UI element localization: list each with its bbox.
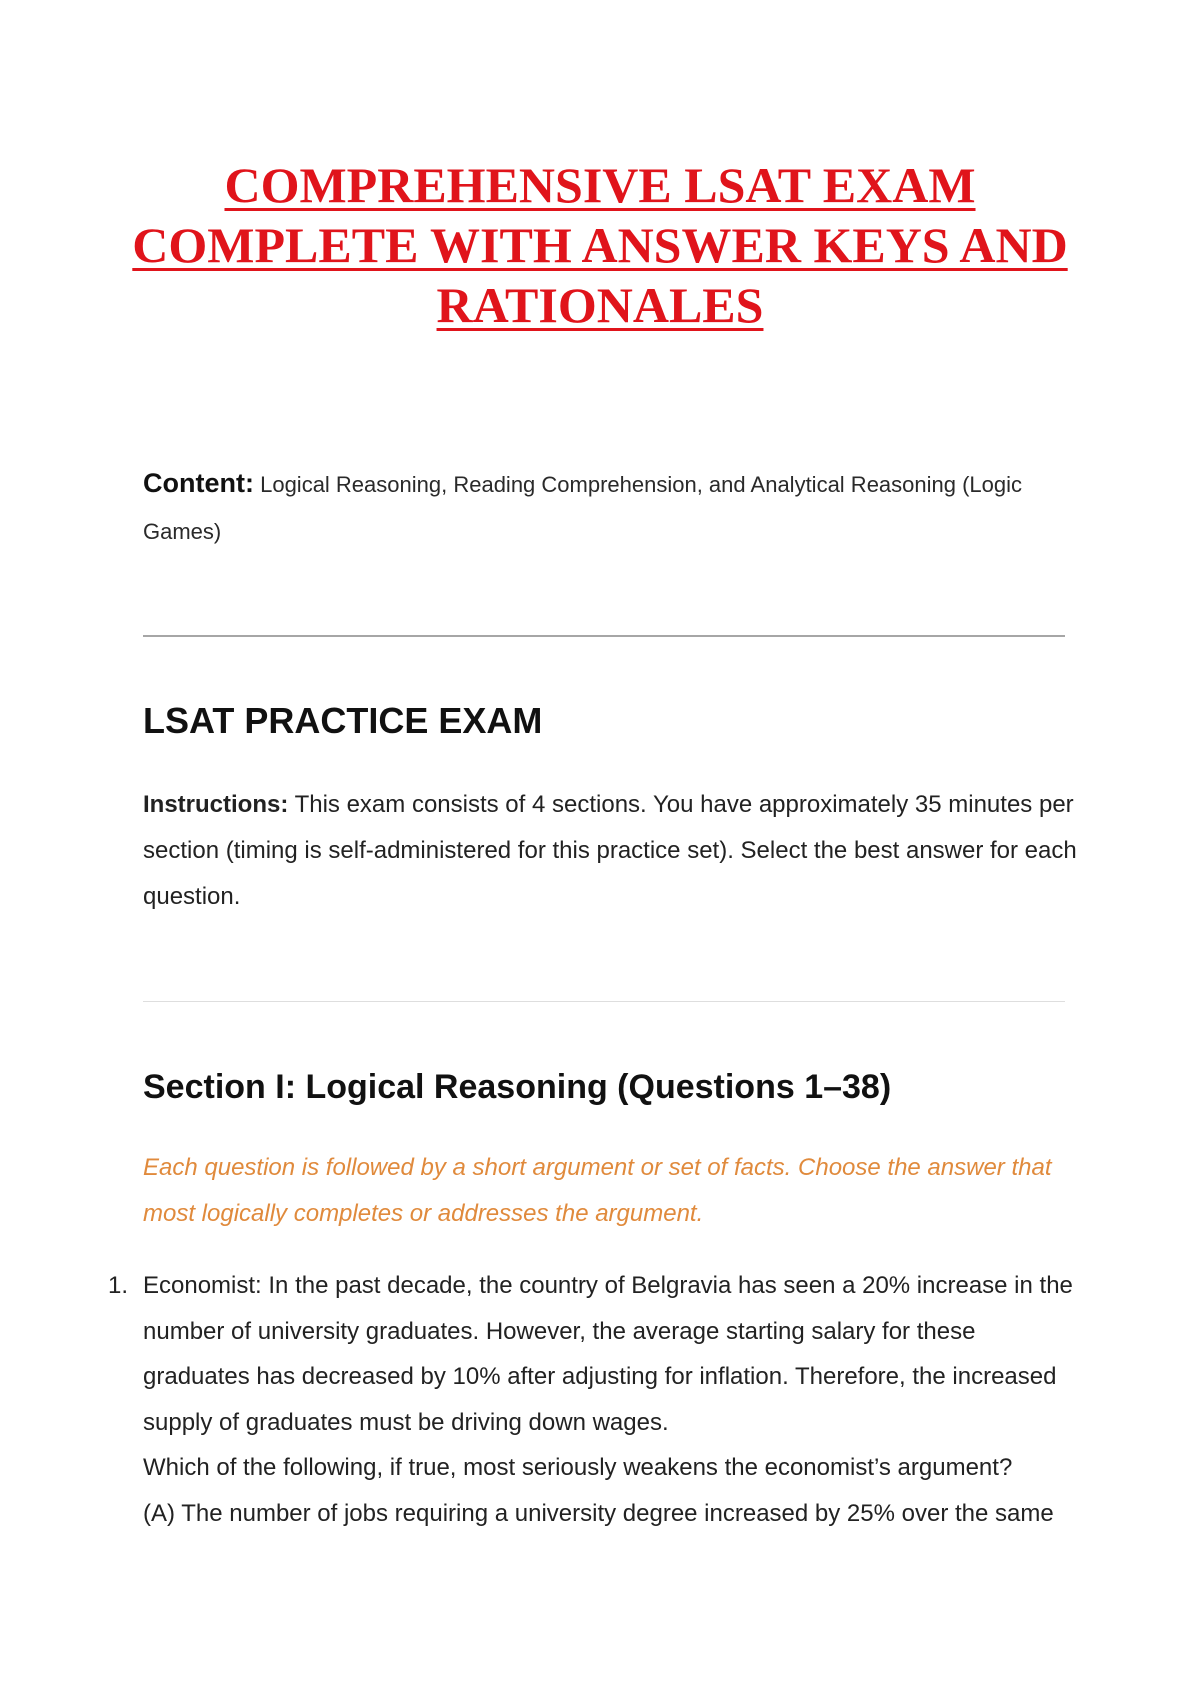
content-label: Content:: [143, 468, 254, 498]
instructions-label: Instructions:: [143, 791, 289, 818]
divider-thin: [143, 1001, 1065, 1002]
instructions-paragraph: [143, 782, 1078, 920]
question-number: 1.: [108, 1272, 129, 1299]
answer-option-a: (A) The number of jobs requiring a university degree increased by 25% over the same: [143, 1499, 1054, 1527]
section-heading: Section I: Logical Reasoning (Questions 1–38): [143, 1068, 892, 1106]
title-line-2: COMPLETE WITH ANSWER KEYS AND: [132, 217, 1068, 273]
title-line-1: COMPREHENSIVE LSAT EXAM: [224, 157, 976, 213]
title-line-3: RATIONALES: [436, 277, 764, 333]
instructions-text: This exam consists of 4 sections. You have approximately 35 minutes per section (timing is self-administered for this practice set). Select the best answer for each question.: [143, 791, 1077, 910]
content-text: Logical Reasoning, Reading Comprehension, and Analytical Reasoning (Logic Games): [143, 472, 1023, 544]
content-summary: [143, 460, 1073, 555]
question-item: [108, 1263, 1083, 1536]
question-body: [143, 1263, 1083, 1536]
divider-thick: [143, 635, 1065, 637]
question-stem: Economist: In the past decade, the country of Belgravia has seen a 20% increase in the number of university graduates. However, the average starting salary for these graduates has decreased by 10% after adjusting for inflation. Therefore, the increased supply of graduates must be driving down wages.: [143, 1272, 1073, 1436]
exam-heading: LSAT PRACTICE EXAM: [143, 700, 543, 741]
document-title: [100, 155, 1100, 335]
section-note: Each question is followed by a short argument or set of facts. Choose the answer that most logically completes or addresses the argument.: [143, 1154, 1052, 1227]
question-prompt: Which of the following, if true, most seriously weakens the economist’s argument?: [143, 1454, 1013, 1481]
